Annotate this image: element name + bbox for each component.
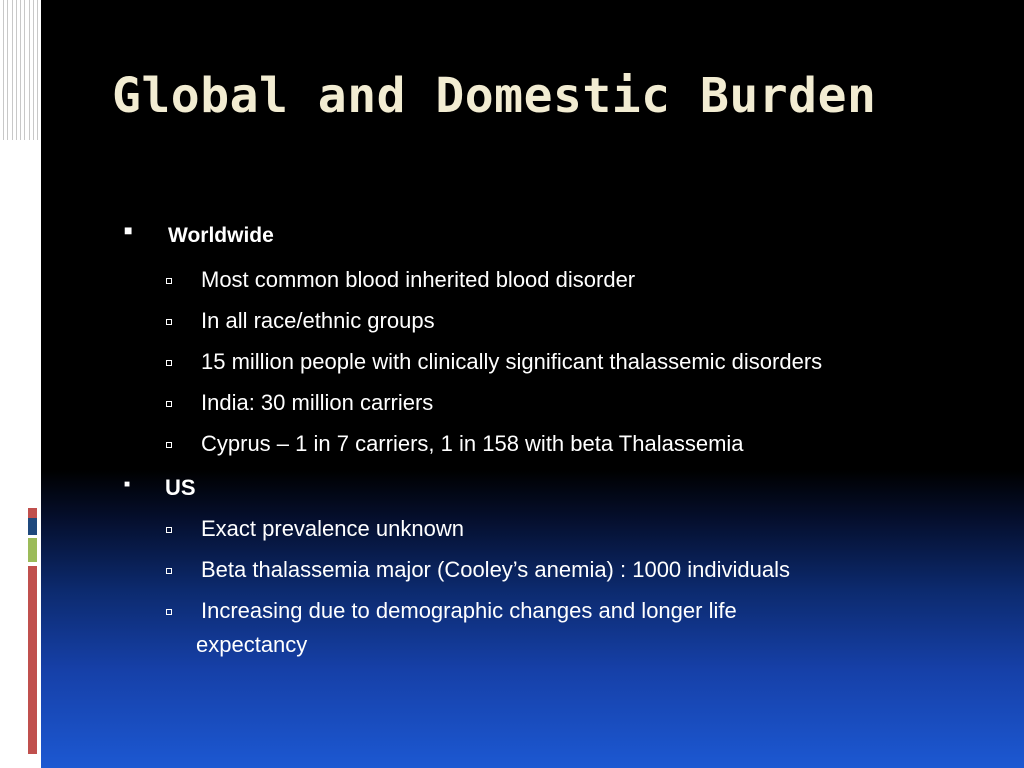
list-item: Increasing due to demographic changes and longer life (201, 598, 737, 623)
hollow-square-bullet-icon (166, 568, 172, 574)
list-item: India: 30 million carriers (201, 390, 434, 415)
hollow-square-bullet-icon (166, 278, 172, 284)
square-bullet-icon: ■ (124, 479, 131, 490)
hollow-square-bullet-icon (166, 401, 172, 407)
slide-title: Global and Domestic Burden (112, 68, 877, 124)
hollow-square-bullet-icon (166, 360, 172, 366)
hollow-square-bullet-icon (166, 527, 172, 533)
square-bullet-icon: ■ (124, 222, 133, 238)
hollow-square-bullet-icon (166, 319, 172, 325)
section-heading-worldwide: Worldwide (168, 224, 274, 247)
list-item: In all race/ethnic groups (201, 308, 435, 333)
list-item: Beta thalassemia major (Cooley’s anemia) : 1000 individuals (201, 557, 791, 582)
list-item: Most common blood inherited blood disorder (201, 267, 636, 292)
hollow-square-bullet-icon (166, 609, 172, 615)
list-item: Exact prevalence unknown (201, 516, 464, 541)
list-item-continuation: expectancy (196, 632, 308, 657)
hollow-square-bullet-icon (166, 442, 172, 448)
list-item: Cyprus – 1 in 7 carriers, 1 in 158 with beta Thalassemia (201, 431, 744, 456)
list-item: 15 million people with clinically significant thalassemic disorders (201, 349, 823, 374)
section-heading-us: US (165, 475, 196, 500)
